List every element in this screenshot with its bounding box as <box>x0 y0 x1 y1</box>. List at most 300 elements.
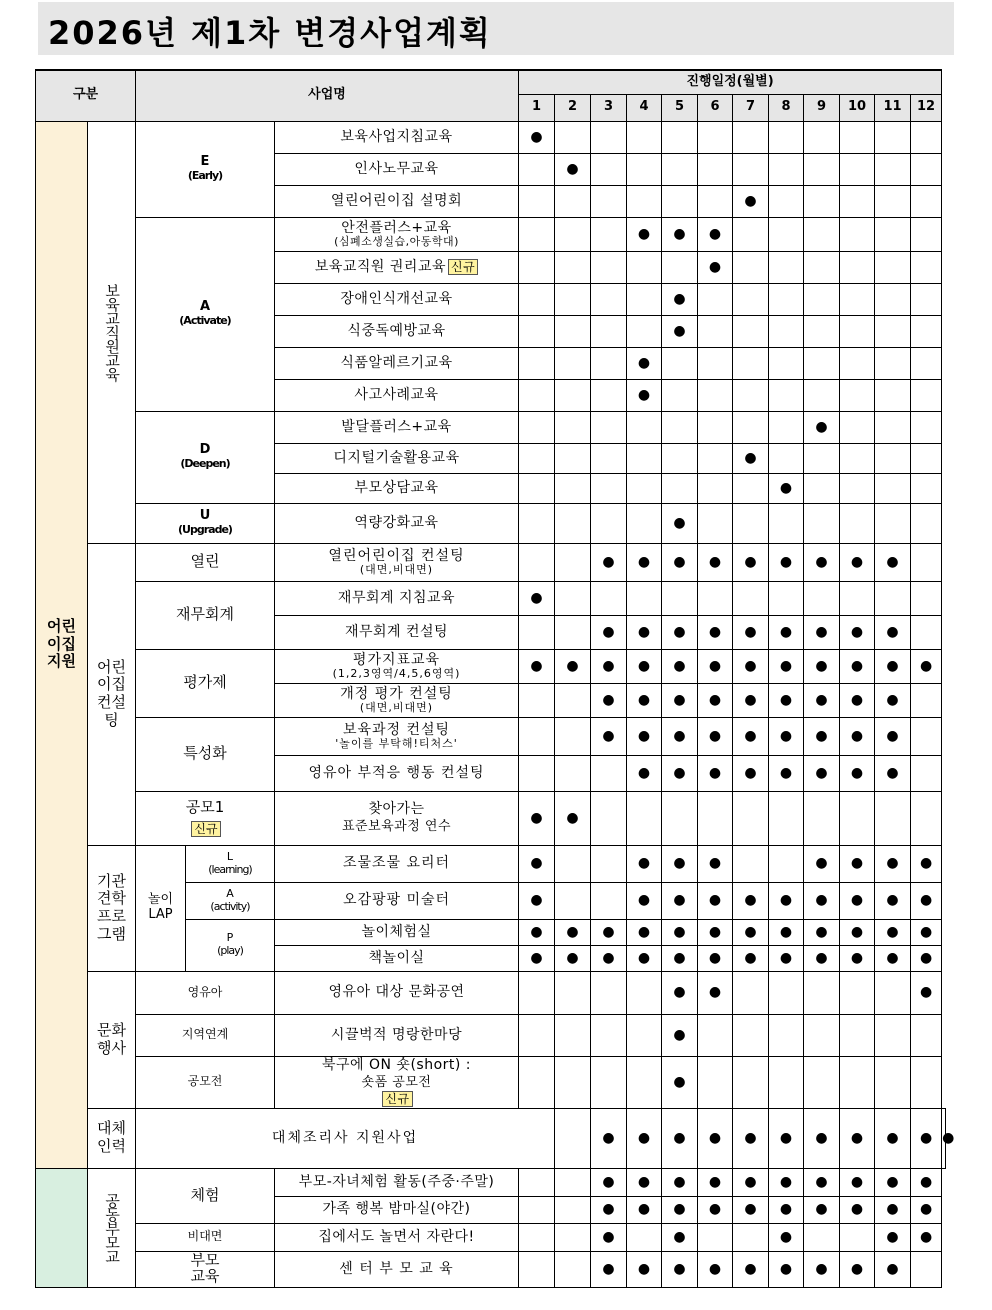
month-cell: ● <box>627 649 662 683</box>
group-nonface: 비대면 <box>136 1223 275 1251</box>
month-cell: ● <box>591 683 627 717</box>
month-cell <box>627 473 662 503</box>
month-cell: ● <box>698 919 733 945</box>
month-cell <box>698 121 733 153</box>
group-a <box>136 217 275 411</box>
month-cell: ● <box>662 315 698 347</box>
month-cell: ● <box>840 845 875 882</box>
month-cell: ● <box>662 717 698 755</box>
month-cell: ● <box>769 1223 804 1251</box>
month-cell: ● <box>733 683 769 717</box>
project-name: 개정 평가 컨설팅 <box>340 685 453 702</box>
month-cell: ● <box>733 1168 769 1196</box>
month-cell: ● <box>698 217 733 251</box>
month-cell <box>733 283 769 315</box>
month-cell: ● <box>555 945 591 971</box>
table-row <box>36 543 946 581</box>
month-cell: ● <box>662 615 698 649</box>
month-cell <box>804 217 840 251</box>
month-cell <box>662 791 698 845</box>
month-cell: ● <box>698 683 733 717</box>
month-cell: ● <box>875 1108 911 1168</box>
project-cell <box>275 882 519 919</box>
month-cell <box>875 791 911 845</box>
month-cell <box>591 251 627 283</box>
table-row <box>36 1108 946 1168</box>
month-cell: ● <box>591 543 627 581</box>
category-culture: 문화 행사 <box>88 971 136 1108</box>
project-note: '놀이를 부탁해!티처스' <box>335 736 458 750</box>
month-cell <box>555 217 591 251</box>
month-cell <box>733 581 769 615</box>
project-cell <box>275 217 519 251</box>
month-cell: ● <box>804 615 840 649</box>
month-cell <box>769 251 804 283</box>
month-cell <box>627 153 662 185</box>
month-cell: ● <box>875 1223 911 1251</box>
month-cell: ● <box>627 845 662 882</box>
month-cell <box>875 347 911 379</box>
month-cell <box>911 473 942 503</box>
month-cell: ● <box>555 153 591 185</box>
project-name: 센 터 부 모 교 육 <box>339 1260 454 1277</box>
month-cell <box>875 251 911 283</box>
month-cell: ● <box>804 945 840 971</box>
month-cell: ● <box>519 882 555 919</box>
month-cell <box>733 791 769 845</box>
month-cell: ● <box>733 543 769 581</box>
month-cell: ● <box>662 919 698 945</box>
group-infant: 영유아 <box>136 971 275 1014</box>
month-cell <box>555 543 591 581</box>
month-cell: ● <box>733 1108 769 1168</box>
month-cell <box>591 581 627 615</box>
month-header: 4 <box>627 94 662 121</box>
project-cell <box>275 945 519 971</box>
month-cell <box>555 615 591 649</box>
month-cell: ● <box>662 649 698 683</box>
project-cell <box>275 185 519 217</box>
category-parent: 공동부모교 <box>88 1168 136 1287</box>
month-cell <box>519 473 555 503</box>
month-cell <box>662 581 698 615</box>
month-cell <box>733 411 769 443</box>
project-name: 보육과정 컨설팅 <box>342 721 451 738</box>
project-cell <box>275 283 519 315</box>
new-badge: 신규 <box>448 259 478 275</box>
month-cell <box>840 283 875 315</box>
month-cell <box>662 251 698 283</box>
month-cell: ● <box>627 882 662 919</box>
month-cell <box>733 347 769 379</box>
month-cell <box>911 791 942 845</box>
month-cell: ● <box>698 717 733 755</box>
month-cell: ● <box>840 1196 875 1223</box>
project-name: 놀이체험실 <box>361 923 432 940</box>
group-word: (Upgrade) <box>178 523 232 537</box>
month-cell <box>555 1014 591 1056</box>
month-cell: ● <box>519 945 555 971</box>
month-cell <box>804 1056 840 1108</box>
month-cell <box>662 121 698 153</box>
month-cell <box>591 473 627 503</box>
month-cell <box>591 315 627 347</box>
new-badge: 신규 <box>191 821 220 837</box>
title-bar <box>38 2 954 55</box>
month-cell: ● <box>840 1108 875 1168</box>
month-cell: ● <box>519 919 555 945</box>
month-cell <box>591 283 627 315</box>
month-cell <box>733 315 769 347</box>
month-cell: ● <box>875 1251 911 1287</box>
month-cell <box>591 971 627 1014</box>
month-cell: ● <box>840 919 875 945</box>
group-parent-edu: 부모 교육 <box>136 1251 275 1287</box>
category-program: 기관 견학 프로 그램 <box>88 845 136 971</box>
project-name: 부모상담교육 <box>354 479 439 496</box>
project-cell <box>275 473 519 503</box>
project-cell <box>275 543 519 581</box>
project-name: 식중독예방교육 <box>347 322 446 339</box>
month-cell <box>519 217 555 251</box>
month-cell: ● <box>875 755 911 791</box>
month-cell <box>769 185 804 217</box>
month-cell: ● <box>698 543 733 581</box>
month-cell <box>519 1196 555 1223</box>
month-cell <box>555 971 591 1014</box>
group-local: 지역연계 <box>136 1014 275 1056</box>
month-cell <box>698 791 733 845</box>
month-cell: ● <box>698 882 733 919</box>
project-name: 영유아 대상 문화공연 <box>328 984 465 1001</box>
month-cell <box>840 503 875 543</box>
month-cell <box>804 971 840 1014</box>
new-badge: 신규 <box>382 1091 412 1107</box>
month-cell <box>627 1056 662 1108</box>
month-cell <box>804 251 840 283</box>
month-cell <box>555 315 591 347</box>
month-cell: ● <box>840 1251 875 1287</box>
month-cell <box>733 1056 769 1108</box>
group-e <box>136 121 275 217</box>
project-cell <box>275 971 519 1014</box>
month-cell <box>555 443 591 473</box>
month-cell <box>840 581 875 615</box>
month-cell <box>840 443 875 473</box>
project-name: 디지털기술활용교육 <box>333 449 460 466</box>
month-cell: ● <box>840 945 875 971</box>
month-cell: ● <box>698 1251 733 1287</box>
month-cell <box>555 347 591 379</box>
month-cell <box>840 1056 875 1108</box>
month-cell <box>804 1014 840 1056</box>
project-cell <box>275 1251 519 1287</box>
month-cell <box>840 121 875 153</box>
project-cell <box>275 315 519 347</box>
month-cell <box>733 503 769 543</box>
project-cell <box>275 1168 519 1196</box>
month-cell: ● <box>911 971 942 1014</box>
month-cell <box>519 971 555 1014</box>
month-cell <box>840 251 875 283</box>
month-cell <box>733 217 769 251</box>
group-u <box>136 503 275 543</box>
month-cell <box>769 1014 804 1056</box>
month-cell <box>662 153 698 185</box>
month-cell <box>733 1014 769 1056</box>
month-cell <box>769 315 804 347</box>
month-cell <box>555 1223 591 1251</box>
month-cell <box>769 581 804 615</box>
table-row <box>36 845 946 882</box>
project-cell <box>275 683 519 717</box>
group-letter: U <box>199 508 211 524</box>
month-cell <box>804 283 840 315</box>
group-word: (Deepen) <box>180 457 230 471</box>
month-cell: ● <box>519 121 555 153</box>
month-cell: ● <box>840 683 875 717</box>
month-cell <box>911 185 942 217</box>
month-cell: ● <box>591 919 627 945</box>
month-cell: ● <box>769 717 804 755</box>
month-cell: ● <box>591 1196 627 1223</box>
month-cell <box>555 755 591 791</box>
month-cell <box>733 153 769 185</box>
month-cell: ● <box>662 882 698 919</box>
group-a-activity <box>186 882 275 919</box>
group-word: (play) <box>217 944 243 957</box>
month-cell: ● <box>840 615 875 649</box>
project-note: 숏폼 공모전 <box>361 1074 432 1090</box>
month-cell: ● <box>555 919 591 945</box>
month-cell: ● <box>627 1196 662 1223</box>
month-cell <box>733 971 769 1014</box>
month-cell <box>875 283 911 315</box>
month-cell <box>698 411 733 443</box>
month-cell <box>911 503 942 543</box>
month-cell <box>591 755 627 791</box>
month-cell: ● <box>627 1108 662 1168</box>
month-header: 6 <box>698 94 733 121</box>
month-cell: ● <box>804 717 840 755</box>
month-cell: ● <box>627 615 662 649</box>
project-cell <box>275 1196 519 1223</box>
project-name: 발달플러스+교육 <box>341 418 452 435</box>
month-cell <box>627 251 662 283</box>
month-cell <box>698 379 733 411</box>
month-cell <box>591 411 627 443</box>
table-row <box>36 1223 946 1251</box>
category-teacher-education: 보육교직원교육 <box>88 121 136 543</box>
month-cell <box>698 283 733 315</box>
month-cell <box>911 755 942 791</box>
month-cell: ● <box>698 971 733 1014</box>
month-cell: ● <box>698 1108 733 1168</box>
group-letter: D <box>199 442 211 458</box>
group-word: (activity) <box>210 899 250 913</box>
project-cell <box>275 615 519 649</box>
month-cell <box>804 347 840 379</box>
group-play-lap: 놀이 LAP <box>136 845 186 971</box>
month-cell <box>911 121 942 153</box>
project-cell <box>275 919 519 945</box>
month-cell <box>911 153 942 185</box>
month-cell: ● <box>627 1168 662 1196</box>
month-header: 1 <box>519 94 555 121</box>
month-cell: ● <box>698 649 733 683</box>
month-cell <box>804 153 840 185</box>
month-cell <box>733 473 769 503</box>
month-cell <box>698 185 733 217</box>
group-letter: P <box>226 931 234 945</box>
page-title: 2026년 제1차 변경사업계획 <box>48 14 492 52</box>
schedule-table <box>35 69 955 1288</box>
month-cell: ● <box>698 845 733 882</box>
month-cell <box>627 1223 662 1251</box>
month-cell: ● <box>875 882 911 919</box>
category-green <box>36 1168 88 1287</box>
month-cell: ● <box>733 1251 769 1287</box>
month-cell <box>519 1223 555 1251</box>
month-cell: ● <box>698 755 733 791</box>
group-word: (Early) <box>187 169 223 183</box>
group-letter: A <box>226 886 234 900</box>
month-cell <box>555 882 591 919</box>
project-name: 보육교직원 권리교육 <box>314 258 446 275</box>
month-cell: ● <box>804 683 840 717</box>
header-schedule: 진행일정(월별) <box>519 70 942 94</box>
month-cell: ● <box>733 882 769 919</box>
group-word: (learning) <box>208 862 252 876</box>
month-cell <box>519 443 555 473</box>
month-cell: ● <box>804 1168 840 1196</box>
month-cell <box>698 581 733 615</box>
project-cell <box>275 581 519 615</box>
month-cell <box>911 283 942 315</box>
group-letter: A <box>199 299 211 315</box>
month-cell <box>555 473 591 503</box>
month-cell: ● <box>627 347 662 379</box>
project-name: 영유아 부적응 행동 컨설팅 <box>308 764 485 781</box>
table-row <box>36 971 946 1014</box>
project-name: 장애인식개선교육 <box>340 290 453 307</box>
month-cell: ● <box>769 1196 804 1223</box>
table-row <box>36 217 946 251</box>
month-cell <box>519 185 555 217</box>
month-header: 12 <box>911 94 942 121</box>
month-cell <box>875 503 911 543</box>
month-cell <box>875 1056 911 1108</box>
project-cell <box>275 1014 519 1056</box>
month-cell: ● <box>733 755 769 791</box>
month-header: 7 <box>733 94 769 121</box>
month-cell <box>840 153 875 185</box>
month-cell: ● <box>627 717 662 755</box>
month-cell <box>911 315 942 347</box>
project-cell <box>275 411 519 443</box>
month-cell: ● <box>555 791 591 845</box>
month-cell <box>698 1056 733 1108</box>
month-cell <box>555 1168 591 1196</box>
month-cell <box>911 581 942 615</box>
month-cell: ● <box>804 919 840 945</box>
month-cell <box>591 1056 627 1108</box>
month-cell: ● <box>662 217 698 251</box>
project-name: 책놀이실 <box>368 949 425 966</box>
table-row <box>36 1251 946 1287</box>
month-cell: ● <box>911 1196 942 1223</box>
month-cell <box>875 315 911 347</box>
month-cell: ● <box>519 845 555 882</box>
month-cell <box>769 443 804 473</box>
month-cell <box>733 1223 769 1251</box>
month-cell <box>769 379 804 411</box>
project-cell <box>275 717 519 755</box>
table-row <box>36 1014 946 1056</box>
month-cell: ● <box>804 882 840 919</box>
month-cell: ● <box>769 755 804 791</box>
month-cell <box>840 1223 875 1251</box>
group-letter: L <box>226 849 234 863</box>
month-cell <box>555 503 591 543</box>
month-header: 3 <box>591 94 627 121</box>
month-cell: ● <box>875 717 911 755</box>
month-cell <box>555 1196 591 1223</box>
project-name: 열린어린이집 설명회 <box>330 192 463 209</box>
month-cell <box>555 411 591 443</box>
month-cell <box>591 347 627 379</box>
project-cell <box>275 153 519 185</box>
table-row <box>36 717 946 755</box>
month-cell <box>769 217 804 251</box>
project-cell <box>275 755 519 791</box>
month-cell <box>519 503 555 543</box>
month-cell <box>769 153 804 185</box>
month-cell <box>769 971 804 1014</box>
month-cell: ● <box>804 1108 840 1168</box>
month-cell <box>769 121 804 153</box>
month-cell <box>804 315 840 347</box>
month-cell <box>769 411 804 443</box>
project-note: 표준보육과정 연수 <box>341 819 452 835</box>
month-cell <box>519 717 555 755</box>
month-cell: ● <box>769 919 804 945</box>
month-cell <box>804 473 840 503</box>
month-cell: ● <box>627 945 662 971</box>
month-cell <box>911 1056 942 1108</box>
month-cell <box>591 503 627 543</box>
month-cell: ● <box>627 755 662 791</box>
project-name: 가족 행복 밤마실(야간) <box>322 1201 471 1218</box>
project-note: (대면,비대면) <box>359 562 434 576</box>
month-cell <box>733 845 769 882</box>
month-cell <box>733 251 769 283</box>
month-cell: ● <box>698 615 733 649</box>
month-cell <box>769 845 804 882</box>
month-cell: ● <box>662 845 698 882</box>
month-cell: ● <box>840 717 875 755</box>
category-substitute: 대체 인력 <box>88 1108 136 1168</box>
project-cell <box>275 121 519 153</box>
month-cell: ● <box>840 1168 875 1196</box>
month-cell <box>627 1014 662 1056</box>
month-cell <box>591 121 627 153</box>
month-cell: ● <box>591 945 627 971</box>
group-special: 특성화 <box>136 717 275 791</box>
group-contest1 <box>136 791 275 845</box>
month-cell: ● <box>555 649 591 683</box>
month-cell <box>519 755 555 791</box>
